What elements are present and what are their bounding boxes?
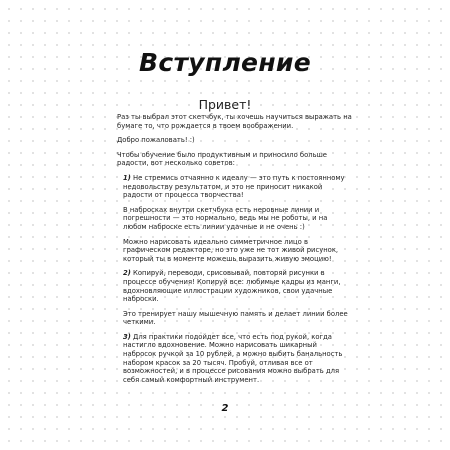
chapter-title: Вступление [139,48,311,77]
tip-2-text-rest: Копируй все: любимые кадры из манги, вдохновляющие иллюстрации художников, свои удачные наброски. [123,277,341,304]
tip-2-note-1: Это тренирует нашу мышечную память и делает линии более четкими. [123,309,348,327]
tip-1-note-2: Можно нарисовать идеально симметричное лицо в графическом редакторе, но это уже не тот живой рисунок, который ты в моменте можешь выразить живую эмоцию! [123,237,339,263]
tip-2-number: 2) [123,269,131,278]
intro-paragraph-1: Раз ты выбрал этот скетчбук, ты хочешь научиться выражать на бумаге то, что рождается в твоем воображении. [117,113,352,130]
tip-2-text: Копируй, переводи, срисовывай, повторяй рисунки в процессе обучения! [123,269,325,286]
tip-1 [117,174,352,200]
tip-2 [117,269,352,303]
tip-3 [117,333,352,385]
tip-1-note-1: В набросках внутри скетчбука есть неровные линии и погрешности — это нормально, ведь мы не роботы, и на любом наброске есть линии удачные и не очень :) [123,205,328,231]
tip-3-number: 3) [123,332,131,341]
page-body [117,113,352,390]
page-number: 2 [221,403,229,414]
intro-paragraph-2: Добро пожаловать! :) [117,136,195,145]
greeting-heading: Привет! [198,97,252,112]
tip-1-text: Не стремись отчаянно к идеалу — это путь к постоянному недовольству результатом, и это не приносит никакой радости от процесса творчества! [123,173,345,200]
tip-1-number: 1) [123,173,131,182]
intro-paragraph-3: Чтобы обучение было продуктивным и приносило больше радости, вот несколько советов: [117,150,327,168]
tip-3-text: Для практики подойдет все, что есть под рукой, когда настигло вдохновение. Можно нарисовать шикарный набросок ручкой за 10 рублей, а можно выбить банальность набором красок за 20 тысяч. Пробуй, отливая все от возможностей, и в процессе рисования можно выбрать для себя самый комфортный инструмент. [123,332,343,384]
